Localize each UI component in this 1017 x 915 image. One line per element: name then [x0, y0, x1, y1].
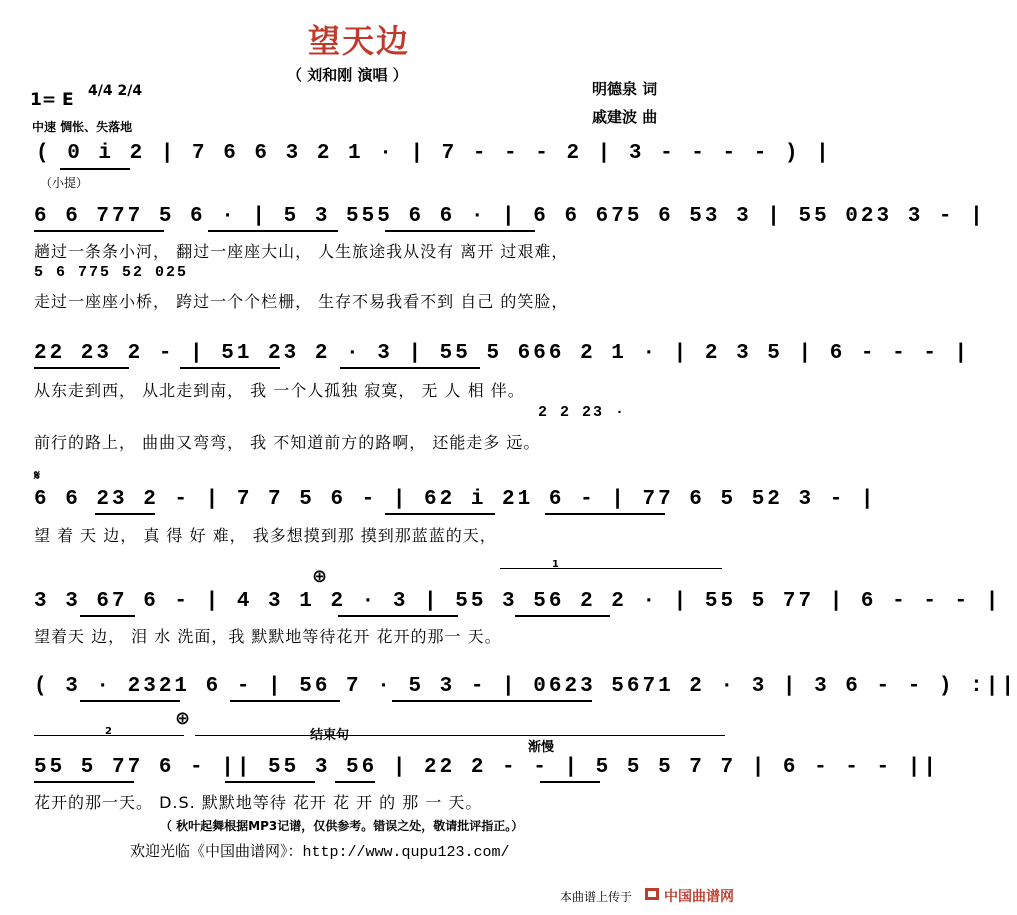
variant-notes: 5 6 775 52 025: [34, 264, 189, 281]
lyric-verse-1: 趟过一条条小河， 翻过一座座大山， 人生旅途我从没有 离开 过艰难，: [34, 242, 569, 261]
score-line-3-notes: 22 23 2 - | 51 23 2 · 3 | 55 5 666 2 1 · | 2 3 5 | 6 - - - |: [34, 342, 971, 365]
page-title: 望天边: [308, 22, 411, 60]
beam-line: [335, 781, 375, 783]
coda-icon: ⊕: [312, 566, 328, 587]
beam-line: [180, 367, 280, 369]
volta-bracket-1: [500, 568, 722, 569]
beam-line: [34, 781, 134, 783]
volta-1-label: 1: [552, 559, 559, 570]
site-logo[interactable]: 中国曲谱网: [664, 889, 734, 905]
score-line-4-notes: 6 6 23 2 - | 7 7 5 6 - | 62 i 21 6 - | 77 6 5 52 3 - |: [34, 488, 877, 511]
ending-label: 结束句: [310, 728, 350, 743]
score-line-2-notes: 6 6 777 5 6 · | 5 3 555 6 6 · | 6 6 675 6 53 3 | 55 023 3 - |: [34, 205, 986, 228]
volta-2-label: 2: [105, 726, 112, 737]
beam-line: [385, 230, 535, 232]
key-signature: 1= E: [30, 90, 74, 110]
beam-line: [225, 781, 315, 783]
performer: （ 刘和刚 演唱 ）: [287, 66, 408, 84]
lyric-verse-2: 前行的路上， 曲曲又弯弯， 我 不知道前方的路啊， 还能走多 远。: [34, 433, 541, 452]
tempo-marking: 中速 惆怅、失落地: [32, 120, 133, 134]
score-line-1-notes: ( 0 i 2 | 7 6 6 3 2 1 · | 7 - - - 2 | 3 - - - - ) |: [36, 142, 832, 165]
beam-line: [515, 615, 610, 617]
lyric-verse-1: 从东走到西， 从北走到南， 我 一个人孤独 寂寞， 无 人 相 伴。: [34, 381, 525, 400]
instrument-note: （小提）: [40, 176, 89, 190]
time-signature: 4/4 2/4: [88, 83, 143, 99]
segno-icon: 𝄋: [34, 468, 41, 484]
beam-line: [385, 513, 495, 515]
transcriber-note: （ 秋叶起舞根据MP3记谱，仅供参考。错误之处，敬请批评指正。）: [160, 819, 524, 833]
lyric-verse-1: 花开的那一天。 D.S. 默默地等待 花开 花 开 的 那 一 天。: [34, 793, 483, 812]
beam-line: [230, 700, 340, 702]
beam-line: [80, 700, 180, 702]
beam-line: [34, 367, 129, 369]
beam-line: [95, 513, 155, 515]
composer: 戚建波 曲: [592, 108, 658, 126]
beam-line: [60, 168, 130, 170]
score-line-7-notes: 55 5 77 6 - || 55 3 56 | 22 2 - - | 5 5 5 7 7 | 6 - - - ||: [34, 756, 939, 779]
coda-icon: ⊕: [175, 708, 191, 729]
variant-notes: 2 2 23 ·: [538, 404, 627, 421]
beam-line: [80, 615, 135, 617]
score-line-5-notes: 3 3 67 6 - | 4 3 1 2 · 3 | 55 3 56 2 2 · | 55 5 77 | 6 - - - |: [34, 590, 1002, 613]
logo-icon: [643, 886, 661, 902]
beam-line: [208, 230, 338, 232]
welcome-text[interactable]: 欢迎光临《中国曲谱网》：http://www.qupu123.com/: [130, 844, 510, 861]
lyric-verse-2: 走过一座座小桥， 跨过一个个栏栅， 生存不易我看不到 自己 的笑脸，: [34, 292, 569, 311]
beam-line: [545, 513, 665, 515]
score-line-6-notes: ( 3 · 2321 6 - | 56 7 · 5 3 - | 0623 5671 2 · 3 | 3 6 - - ) :||: [34, 675, 1017, 698]
ending-bracket: [195, 735, 725, 736]
beam-line: [338, 615, 458, 617]
lyricist: 明德泉 词: [592, 80, 658, 98]
ritardando-label: 渐慢: [528, 740, 555, 755]
lyric-verse-1: 望着天 边， 泪 水 洗面，我 默默地等待花开 花开的那一 天。: [34, 627, 502, 646]
beam-line: [540, 781, 600, 783]
beam-line: [34, 230, 164, 232]
beam-line: [392, 700, 592, 702]
lyric-verse-1: 望 着 天 边， 真 得 好 难， 我多想摸到那 摸到那蓝蓝的天，: [34, 526, 497, 545]
upload-text: 本曲谱上传于: [560, 890, 633, 904]
beam-line: [340, 367, 480, 369]
